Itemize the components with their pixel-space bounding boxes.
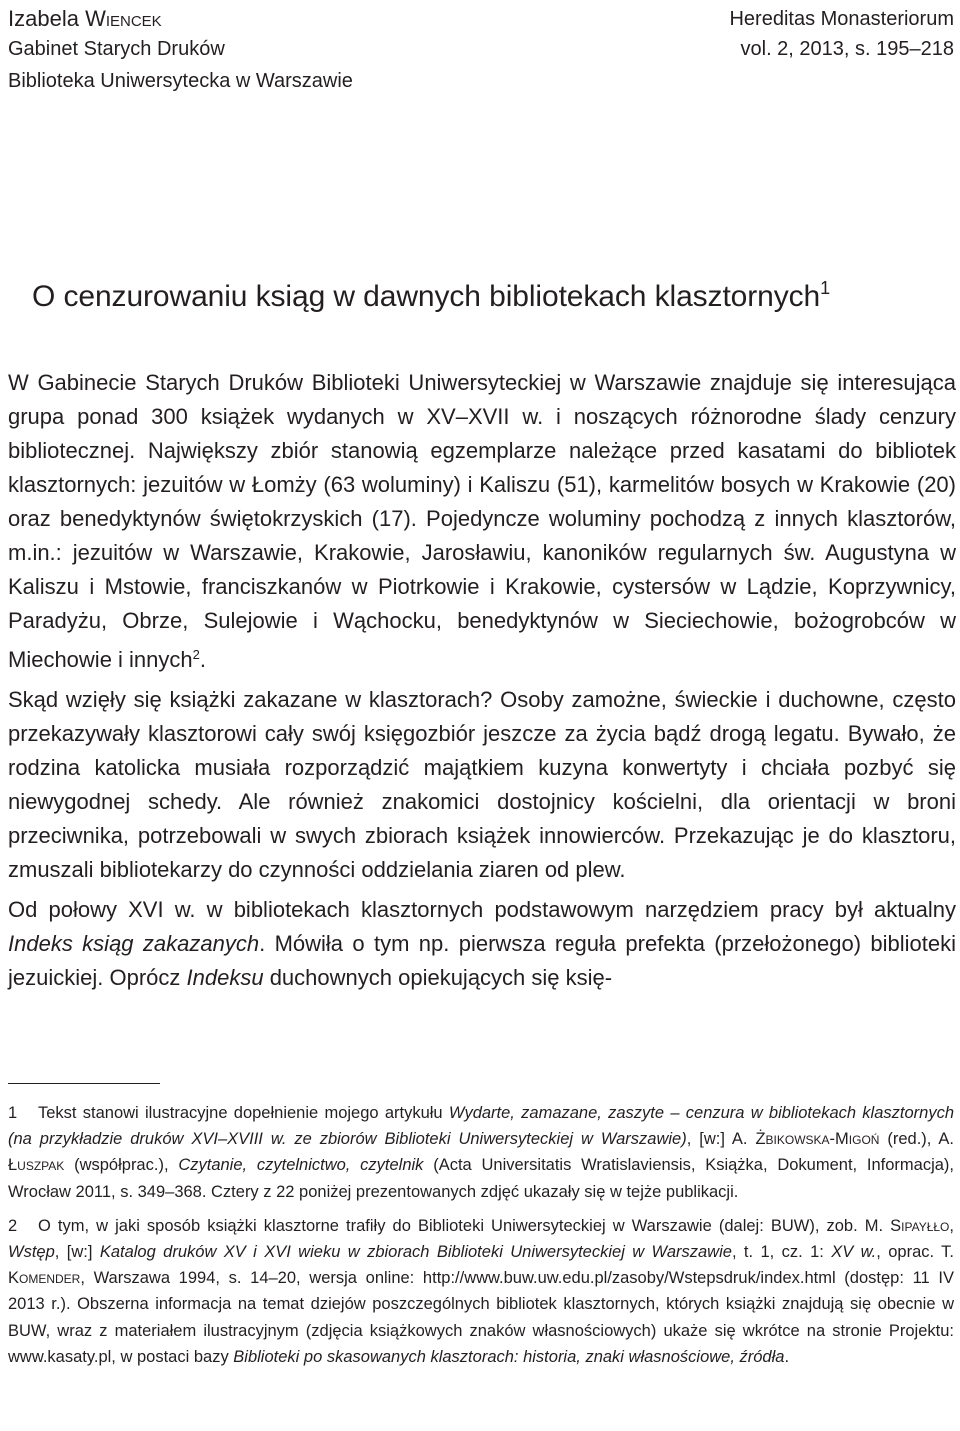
footnotes: [8, 1100, 954, 1378]
journal-name: Hereditas Monasteriorum: [729, 8, 954, 30]
author-name: [8, 4, 162, 34]
footnote-2-t6: Katalog druków XV i XVI wieku w zbiorach Biblioteki Uniwersyteckiej w Warszawie: [99, 1243, 732, 1262]
footnote-1-t5: (red.), A.: [879, 1130, 954, 1149]
footnote-2-t2: Sipayłło: [890, 1216, 950, 1235]
footnote-1-t6: Łuszpak: [8, 1156, 65, 1175]
paragraph-3-text-a: Od połowy XVI w. w bibliotekach klasztornych podstawowym narzędziem pracy był aktualny: [8, 897, 956, 922]
footnote-2-t12: Biblioteki po skasowanych klasztorach: historia, znaki własnościowe, źródła: [233, 1347, 785, 1366]
paragraph-3: [8, 893, 956, 995]
footnote-1-t4: Żbikowska-Migoń: [755, 1130, 880, 1149]
footnote-2-number: 2: [8, 1216, 18, 1235]
footnote-1-t3: , [w:] A.: [686, 1130, 756, 1149]
paragraph-3-text-e: duchownych opiekujących się księ-: [263, 965, 613, 990]
footnote-1-number: 1: [8, 1104, 18, 1122]
footnote-1-t1: Tekst stanowi ilustracyjne dopełnienie mojego artykułu: [38, 1104, 449, 1122]
journal-reference: vol. 2, 2013, s. 195–218: [740, 38, 954, 60]
footnote-1-t8: Czytanie, czytelnictwo, czytelnik: [178, 1156, 424, 1175]
footnote-2-t7: , t. 1, cz. 1:: [731, 1243, 832, 1262]
footnote-2-t3: ,: [949, 1216, 954, 1235]
paragraph-1: [8, 366, 956, 677]
footnote-separator: [8, 1083, 160, 1084]
footnote-2-t5: , [w:]: [54, 1243, 100, 1262]
footnote-2-t9: , oprac. T.: [876, 1243, 955, 1262]
footnote-2-t4: Wstęp: [8, 1243, 55, 1262]
footnote-2: [8, 1213, 954, 1370]
author-first-name: Izabela: [8, 6, 79, 31]
article-title-text: O cenzurowaniu ksiąg w dawnych bibliotekach klasztornych: [32, 280, 821, 313]
footnote-2-t1: O tym, w jaki sposób książki klasztorne trafiły do Biblioteki Uniwersyteckiej w Warszawie (dalej: BUW), zob. M.: [38, 1216, 891, 1235]
footnote-2-t10: Komender: [8, 1269, 81, 1288]
footnote-1-t9: (Acta Universitatis Wratislaviensis, Książka, Dokument, Informacja), Wrocław 2011, s. 349–368. Cztery z 22 poniżej prezentowanych zdjęć ukazały się w tejże publikacji.: [8, 1156, 955, 1201]
paragraph-3-italic-index: Indeksu: [186, 965, 264, 990]
page-header: [8, 4, 954, 104]
footnote-2-t8: XV w.: [831, 1243, 877, 1262]
affiliation-department: Gabinet Starych Druków: [8, 38, 225, 60]
footnote-1-t7: (współprac.),: [64, 1156, 179, 1175]
paragraph-1-text: W Gabinecie Starych Druków Biblioteki Uniwersyteckiej w Warszawie znajduje się interesująca grupa ponad 300 książek wydanych w XV–XVII w. i noszących różnorodne ślady cenzury bibliotecznej. Największy zbiór stanowią egzemplarze należące przed kasatami do bibliotek klasztornych: jezuitów w Łomży (63 woluminy) i Kaliszu (51), karmelitów bosych w Krakowie (20) oraz benedyktynów świętokrzyskich (17). Pojedyncze woluminy pochodzą z innych klasztorów, m.in.: jezuitów w Warszawie, Krakowie, Jarosławiu, kanoników regularnych św. Augustyna w Kaliszu i Mstowie, franciszkanów w Piotrkowie i Krakowie, cystersów w Lądzie, Koprzywnicy, Paradyżu, Obrze, Sulejowie i Wąchocku, benedyktynów w Sieciechowie, bożogrobców w Miechowie i innych: [8, 370, 956, 672]
journal-info: [729, 4, 954, 64]
footnote-ref-2[interactable]: 2: [192, 647, 200, 662]
article-body: [8, 366, 956, 1001]
paragraph-3-text-c: . Mówiła o tym np. pierwsza reguła prefekta (przełożonego) biblioteki jezuickiej. Oprócz: [8, 931, 957, 990]
paragraph-3-italic-index-title: Indeks ksiąg zakazanych: [8, 931, 260, 956]
paragraph-1-end: .: [199, 647, 206, 672]
footnote-1: [8, 1100, 954, 1205]
footnote-ref-1[interactable]: 1: [820, 278, 831, 298]
footnote-1-t2: Wydarte, zamazane, zaszyte – cenzura w bibliotekach klasztornych (na przykładzie druków XVI–XVIII w. ze zbiorów Biblioteki Uniwersyteckiej w Warszawie): [8, 1104, 955, 1149]
affiliation-institution: Biblioteka Uniwersytecka w Warszawie: [8, 70, 353, 92]
footnote-2-t11: , Warszawa 1994, s. 14–20, wersja online: http://www.buw.uw.edu.pl/zasoby/Wstepsdruk/index.html (dostęp: 11 IV 2013 r.). Obszerna informacja na temat dziejów poszczególnych bibliotek klasztornych, których książki znajdują się obecnie w BUW, wraz z materiałem ilustracyjnym (zdjęcia książkowych znaków własnościowych) ukaże się wkrótce na stronie Projektu: www.kasaty.pl, w postaci bazy: [8, 1269, 954, 1366]
paragraph-2: Skąd wzięły się książki zakazane w klasztorach? Osoby zamożne, świeckie i duchowne, często przekazywały klasztorowi cały swój księgozbiór jeszcze za życia bądź drogą legatu. Bywało, że rodzina katolicka musiała rozporządzić majątkiem kuzyna konwertyty i chciała pozbyć się niewygodnej schedy. Ale również znakomici dostojnicy kościelni, dla orientacji w broni przeciwnika, potrzebowali w swych zbiorach książek innowierców. Przekazując je do klasztoru, zmuszali bibliotekarzy do czynności oddzielania ziaren od plew.: [8, 687, 956, 882]
author-last-name: Wiencek: [85, 6, 162, 31]
article-title: [32, 268, 830, 317]
footnote-2-t13: .: [784, 1347, 790, 1366]
